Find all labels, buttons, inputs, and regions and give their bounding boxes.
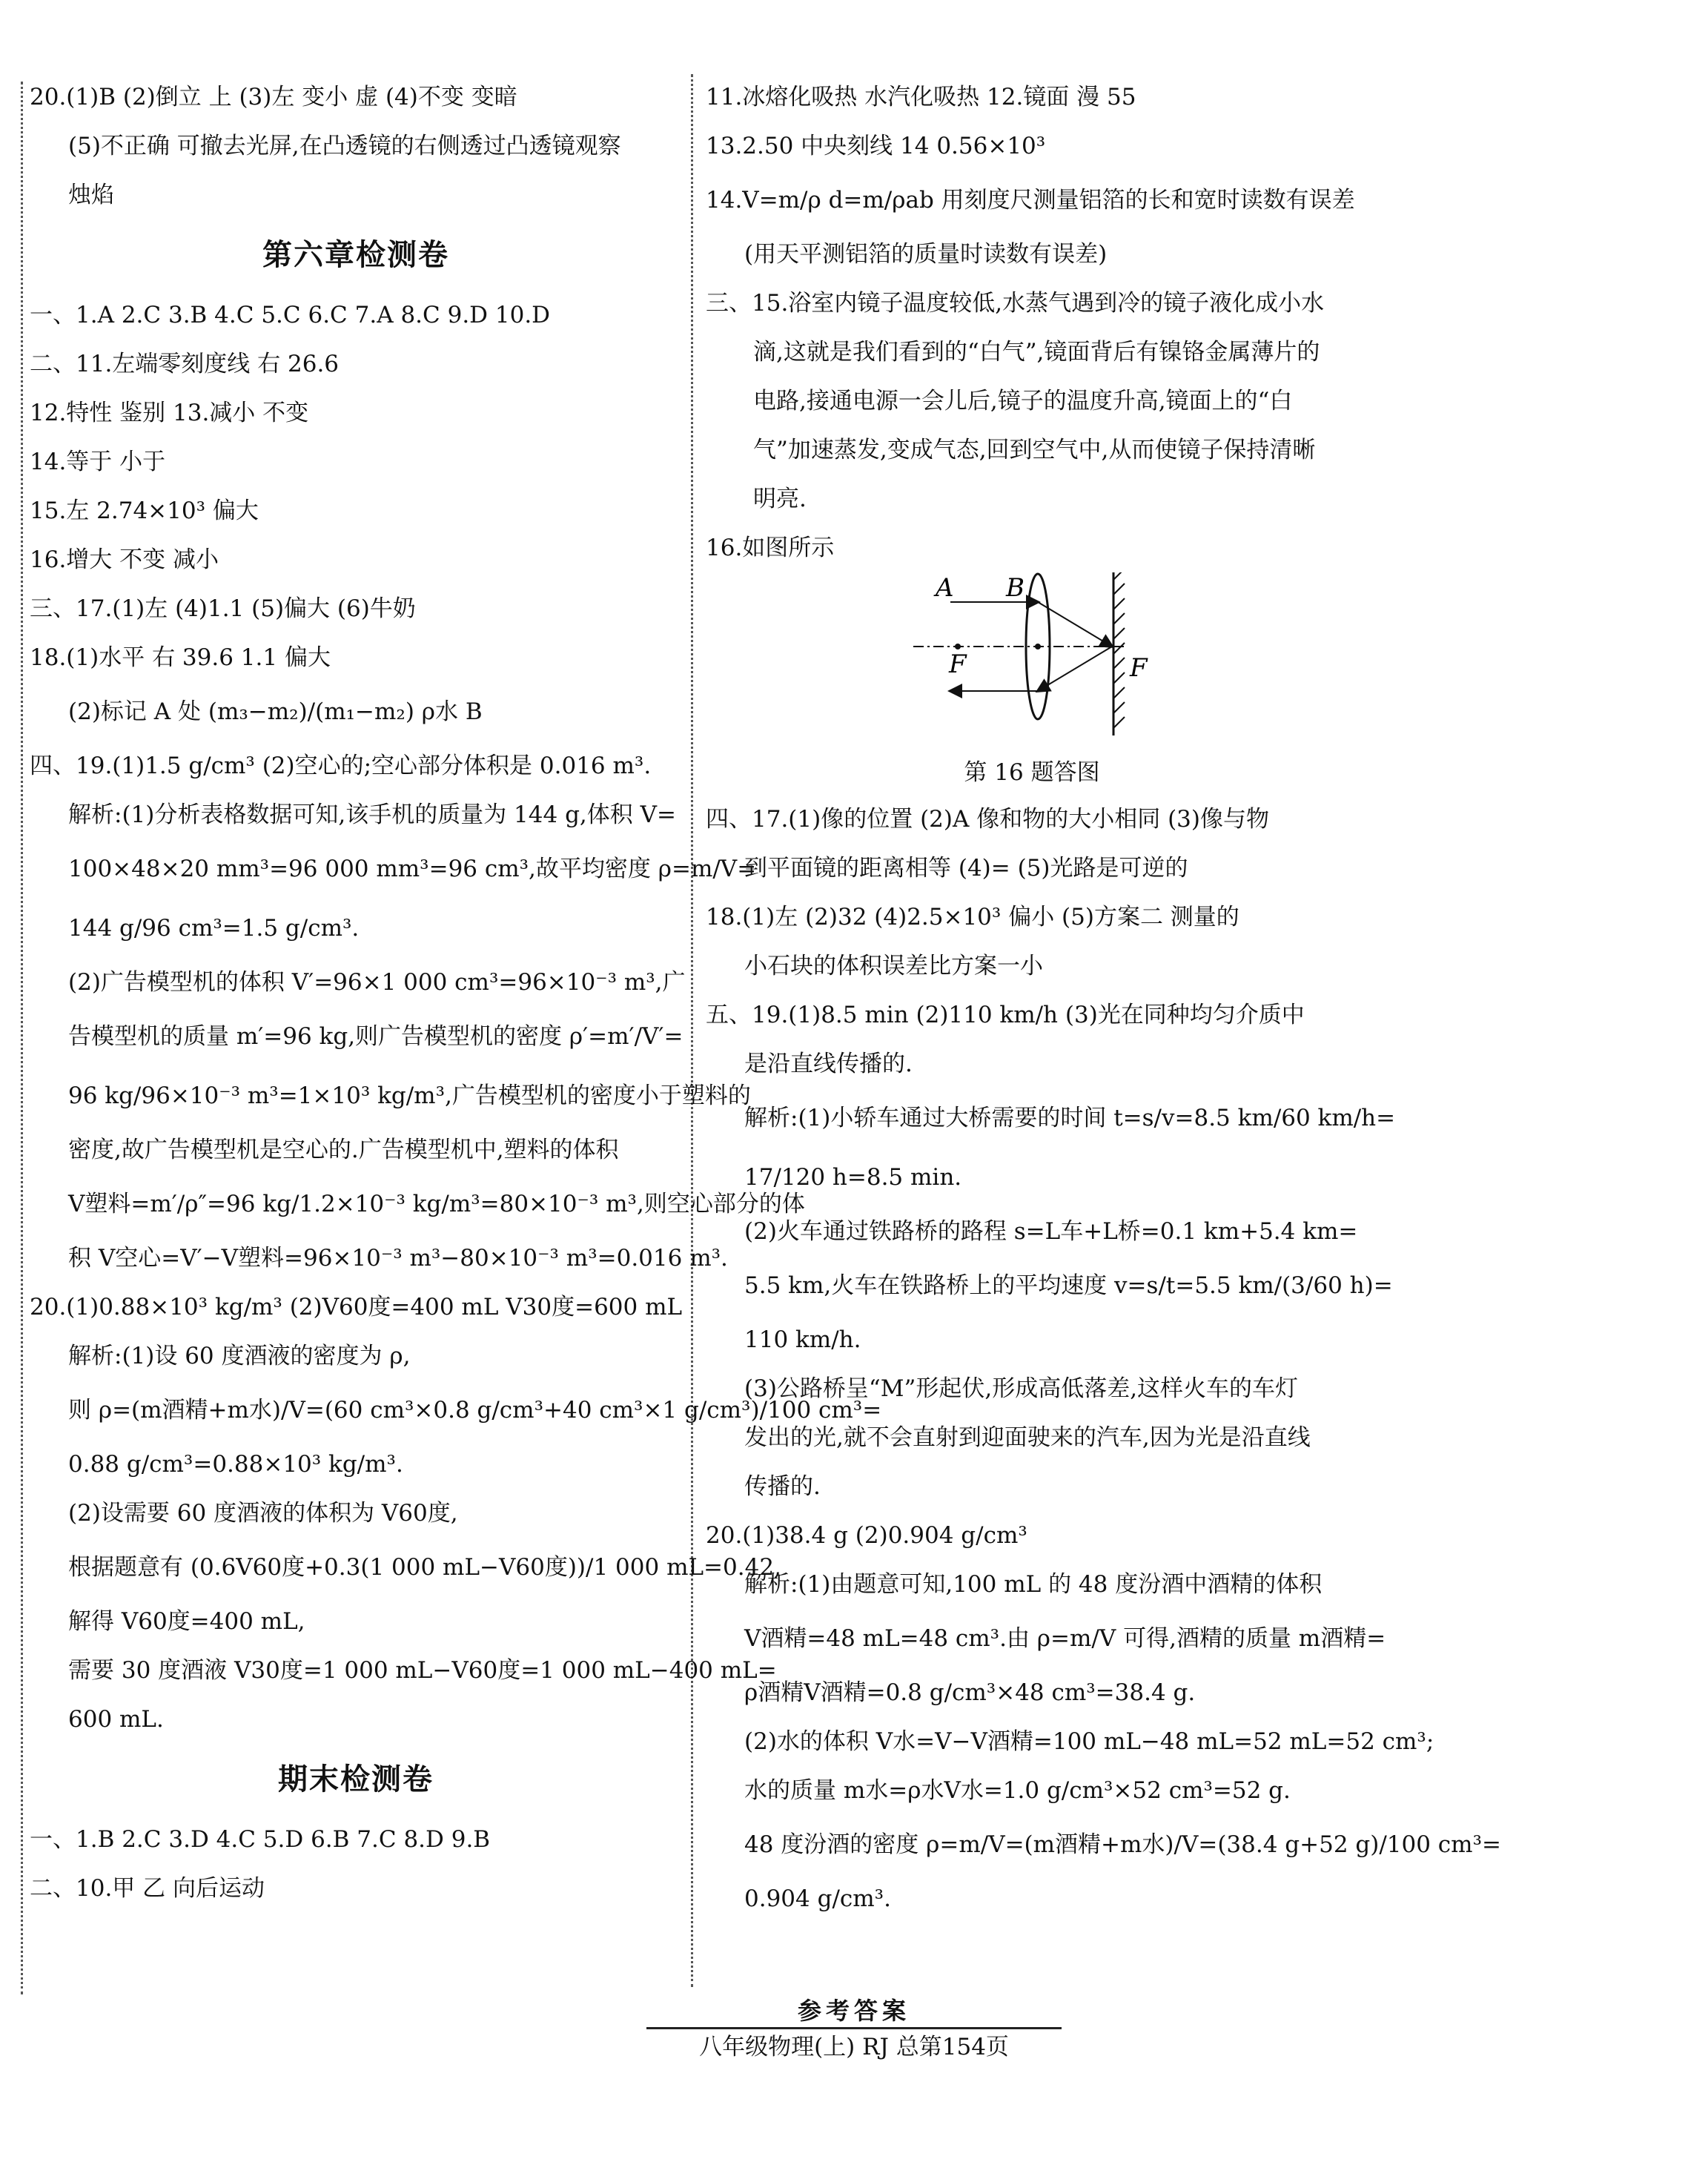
text-line: (2)水的体积 V水=V−V酒精=100 mL−48 mL=52 mL=52 cm³; bbox=[744, 1728, 1434, 1755]
text-line: 14.V=m/ρ d=m/ρab 用刻度尺测量铝箔的长和宽时读数有误差 bbox=[706, 187, 1355, 214]
text-line: 根据题意有 (0.6V60度+0.3(1 000 mL−V60度))/1 000 mL=0.42, bbox=[68, 1554, 781, 1581]
text-line: 20.(1)B (2)倒立 上 (3)左 变小 虚 (4)不变 变暗 bbox=[30, 84, 517, 110]
analysis-line: 解析:(1)小轿车通过大桥需要的时间 t=s/v=8.5 km/60 km/h= bbox=[744, 1105, 1396, 1131]
figure-caption: 第 16 题答图 bbox=[964, 759, 1100, 786]
label-a: A bbox=[936, 573, 954, 603]
footer-info: 八年级物理(上) RJ 总第154页 bbox=[699, 2034, 1009, 2060]
text-line: 二、10.甲 乙 向后运动 bbox=[30, 1875, 265, 1902]
section-heading: 第六章检测卷 bbox=[262, 237, 449, 272]
text-line: 是沿直线传播的. bbox=[744, 1051, 913, 1077]
text-line: 12.特性 鉴别 13.减小 不变 bbox=[30, 400, 309, 426]
text-line: (3)公路桥呈“M”形起伏,形成高低落差,这样火车的车灯 bbox=[744, 1375, 1299, 1402]
text-line: 五、19.(1)8.5 min (2)110 km/h (3)光在同种均匀介质中 bbox=[706, 1002, 1305, 1028]
text-line: 明亮. bbox=[753, 486, 807, 512]
text-line: 20.(1)0.88×10³ kg/m³ (2)V60度=400 mL V30度=600 mL bbox=[30, 1294, 683, 1320]
text-line: 15.左 2.74×10³ 偏大 bbox=[30, 497, 259, 524]
text-line: 5.5 km,火车在铁路桥上的平均速度 v=s/t=5.5 km/(3/60 h)= bbox=[744, 1272, 1393, 1299]
text-line: (2)火车通过铁路桥的路程 s=L车+L桥=0.1 km+5.4 km= bbox=[744, 1218, 1358, 1245]
text-line: 需要 30 度酒液 V30度=1 000 mL−V60度=1 000 mL−400 mL= bbox=[68, 1657, 777, 1684]
label-f-left: F bbox=[949, 649, 967, 679]
text-line: 水的质量 m水=ρ水V水=1.0 g/cm³×52 cm³=52 g. bbox=[744, 1777, 1291, 1804]
column-divider bbox=[691, 74, 693, 1987]
text-line: 密度,故广告模型机是空心的.广告模型机中,塑料的体积 bbox=[68, 1137, 619, 1163]
text-line: 100×48×20 mm³=96 000 mm³=96 cm³,故平均密度 ρ=m/V= bbox=[68, 856, 757, 882]
text-line: 二、11.左端零刻度线 右 26.6 bbox=[30, 351, 340, 377]
text-line: (用天平测铝箔的质量时读数有误差) bbox=[744, 241, 1108, 268]
footer-title: 参考答案 bbox=[797, 1997, 910, 2025]
left-margin-rule bbox=[21, 82, 23, 1994]
text-line: 传播的. bbox=[744, 1473, 821, 1500]
text-line: 17/120 h=8.5 min. bbox=[744, 1164, 962, 1191]
analysis-line: 解析:(1)分析表格数据可知,该手机的质量为 144 g,体积 V= bbox=[68, 801, 676, 828]
analysis-line: 解析:(1)设 60 度酒液的密度为 ρ, bbox=[68, 1343, 411, 1369]
analysis-line: 解析:(1)由题意可知,100 mL 的 48 度汾酒中酒精的体积 bbox=[744, 1571, 1323, 1598]
text-line: 一、1.A 2.C 3.B 4.C 5.C 6.C 7.A 8.C 9.D 10.D bbox=[30, 302, 551, 328]
text-line: 600 mL. bbox=[68, 1706, 164, 1733]
text-line: 烛焰 bbox=[68, 182, 114, 208]
text-line: 0.88 g/cm³=0.88×10³ kg/m³. bbox=[68, 1451, 403, 1478]
text-line: 18.(1)水平 右 39.6 1.1 偏大 bbox=[30, 644, 331, 671]
text-line: 110 km/h. bbox=[744, 1326, 861, 1353]
text-line: 16.增大 不变 减小 bbox=[30, 546, 219, 573]
text-line: 三、17.(1)左 (4)1.1 (5)偏大 (6)牛奶 bbox=[30, 595, 416, 622]
lens-diagram bbox=[706, 572, 1358, 750]
text-line: 18.(1)左 (2)32 (4)2.5×10³ 偏小 (5)方案二 测量的 bbox=[706, 904, 1239, 930]
text-line: 144 g/96 cm³=1.5 g/cm³. bbox=[68, 915, 360, 942]
text-line: (5)不正确 可撤去光屏,在凸透镜的右侧透过凸透镜观察 bbox=[68, 133, 621, 159]
text-line: V酒精=48 mL=48 cm³.由 ρ=m/V 可得,酒精的质量 m酒精= bbox=[744, 1625, 1386, 1652]
text-line: 滴,这就是我们看到的“白气”,镜面背后有镍铬金属薄片的 bbox=[753, 339, 1320, 366]
text-line: 告模型机的质量 m′=96 kg,则广告模型机的密度 ρ′=m′/V′= bbox=[68, 1023, 683, 1050]
text-line: 气”加速蒸发,变成气态,回到空气中,从而使镜子保持清晰 bbox=[753, 437, 1316, 463]
text-line: 20.(1)38.4 g (2)0.904 g/cm³ bbox=[706, 1522, 1027, 1549]
label-b: B bbox=[1006, 573, 1025, 603]
text-line: 解得 V60度=400 mL, bbox=[68, 1608, 305, 1635]
optical-center bbox=[1035, 644, 1041, 649]
text-line: 积 V空心=V′−V塑料=96×10⁻³ m³−80×10⁻³ m³=0.016 m³. bbox=[68, 1245, 728, 1272]
text-line: 13.2.50 中央刻线 14 0.56×10³ bbox=[706, 133, 1046, 159]
text-line: (2)标记 A 处 (m₃−m₂)/(m₁−m₂) ρ水 B bbox=[68, 698, 483, 725]
text-line: 16.如图所示 bbox=[706, 535, 835, 561]
text-line: 11.冰熔化吸热 水汽化吸热 12.镜面 漫 55 bbox=[706, 84, 1136, 110]
text-line: 96 kg/96×10⁻³ m³=1×10³ kg/m³,广告模型机的密度小于塑料的 bbox=[68, 1082, 751, 1109]
label-f-right: F bbox=[1130, 653, 1148, 683]
text-line: 三、15.浴室内镜子温度较低,水蒸气遇到冷的镜子液化成小水 bbox=[706, 290, 1325, 317]
text-line: (2)设需要 60 度酒液的体积为 V60度, bbox=[68, 1500, 458, 1527]
text-line: 发出的光,就不会直射到迎面驶来的汽车,因为光是沿直线 bbox=[744, 1424, 1311, 1451]
focus-point-left bbox=[955, 644, 961, 649]
text-line: 四、17.(1)像的位置 (2)A 像和物的大小相同 (3)像与物 bbox=[706, 806, 1269, 833]
text-line: 四、19.(1)1.5 g/cm³ (2)空心的;空心部分体积是 0.016 m³. bbox=[30, 753, 652, 779]
lens-ray-diagram bbox=[913, 572, 1165, 743]
text-line: 一、1.B 2.C 3.D 4.C 5.D 6.B 7.C 8.D 9.B bbox=[30, 1826, 491, 1853]
text-line: 则 ρ=(m酒精+m水)/V=(60 cm³×0.8 g/cm³+40 cm³×1 g/cm³)/100 cm³= bbox=[68, 1397, 882, 1424]
section-heading: 期末检测卷 bbox=[278, 1762, 434, 1796]
right-column bbox=[706, 73, 1501, 1923]
text-line: 14.等于 小于 bbox=[30, 449, 166, 475]
text-line: ρ酒精V酒精=0.8 g/cm³×48 cm³=38.4 g. bbox=[744, 1679, 1196, 1706]
text-line: 到平面镜的距离相等 (4)= (5)光路是可逆的 bbox=[744, 855, 1188, 882]
text-line: 0.904 g/cm³. bbox=[744, 1885, 891, 1912]
page-footer bbox=[0, 1994, 1708, 2065]
text-line: 电路,接通电源一会儿后,镜子的温度升高,镜面上的“白 bbox=[753, 388, 1293, 414]
text-line: V塑料=m′/ρ″=96 kg/1.2×10⁻³ kg/m³=80×10⁻³ m³,则空心部分的体 bbox=[68, 1191, 805, 1217]
text-line: 48 度汾酒的密度 ρ=m/V=(m酒精+m水)/V=(38.4 g+52 g)/100 cm³= bbox=[744, 1831, 1501, 1858]
text-line: (2)广告模型机的体积 V′=96×1 000 cm³=96×10⁻³ m³,广 bbox=[68, 969, 686, 996]
mirror-hatch bbox=[1113, 572, 1125, 728]
text-line: 小石块的体积误差比方案一小 bbox=[744, 953, 1043, 979]
